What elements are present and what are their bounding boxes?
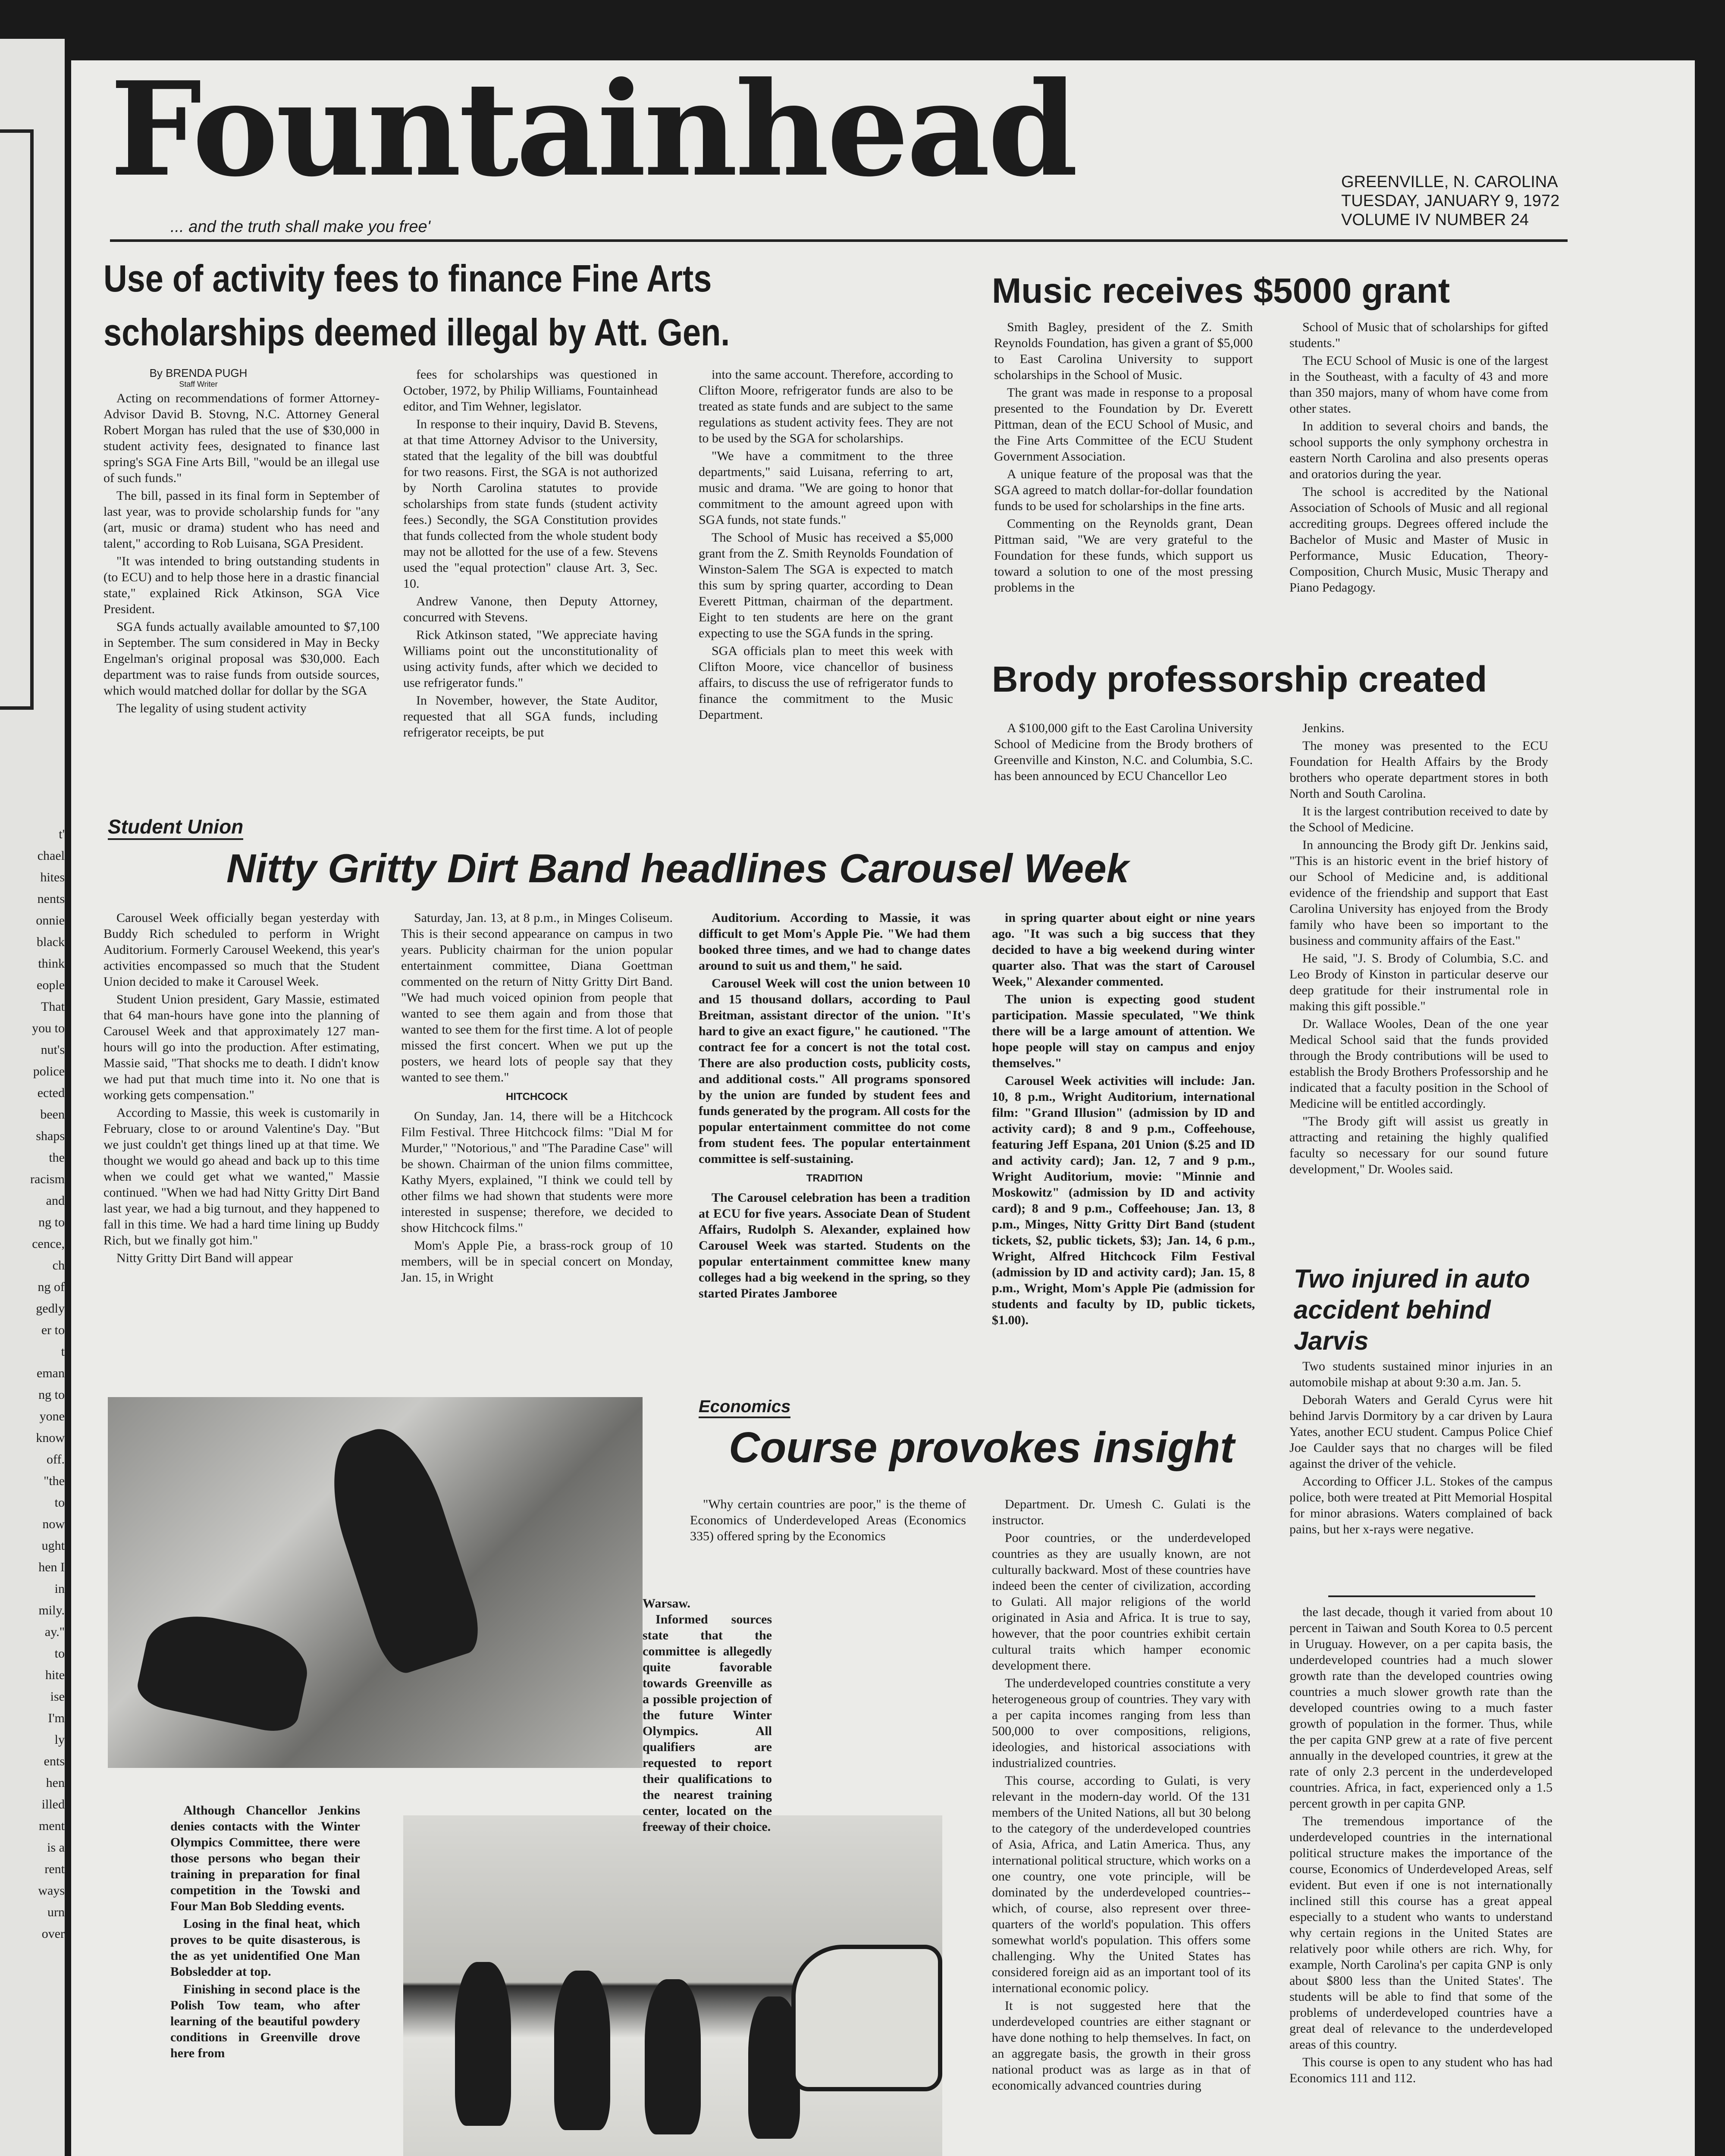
paragraph: SGA funds actually available amounted to $7,100 in September. The sum considered in May in Becky Engelman's original proposal was $30,000. Each department was to raise funds from outside sources, which would matched dollar for dollar by the SGA — [104, 620, 380, 698]
union-column-2b — [401, 1108, 673, 1285]
adjacent-page-word: now — [42, 1517, 65, 1531]
injured-end-rule — [1328, 1595, 1535, 1597]
photo-figure — [134, 1605, 315, 1736]
paragraph: A $100,000 gift to the East Carolina University School of Medicine from the Brody brothers of Greenville and Kinston, N.C. and Columbia, S.C. has been announced by ECU Chancellor Leo — [994, 721, 1253, 783]
paragraph: Mom's Apple Pie, a brass-rock group of 10 members, will be in special concert on Monday, Jan. 15, in Wright — [401, 1238, 673, 1285]
union-column-2 — [401, 910, 673, 1384]
adjacent-page-word: know — [36, 1431, 65, 1445]
paragraph: This course, according to Gulati, is very relevant in the modern-day world. Of the 131 members of the United Nations, all but 30 belong to the category of the underdeveloped countries of Asia, Africa, and Latin America. Thus, any international political structure, which works on a one country, one vote principle, will be dominated by the underdeveloped countries--which, of course, also represent over three-quarters of the world's population. This offers somewhat world's population. This offers some challenging. Why the United States has considered foreign aid as an important tool of its international economic policy. — [992, 1774, 1251, 1995]
adjacent-page-word: hite — [45, 1668, 65, 1682]
paragraph: Commenting on the Reynolds grant, Dean Pittman said, "We are very grateful to the Foundation for these funds, which support us toward a solution to one of the most pressing problems in the — [994, 517, 1253, 595]
dateline-volume: VOLUME IV NUMBER 24 — [1341, 211, 1529, 229]
paragraph: Student Union president, Gary Massie, estimated that 64 man-hours have gone into the planning of Carousel Week and that approximately 127 man-hours will go into the production. After estimating, Massie said, "That shocks me to death. I didn't know we had put that much time into it. No one that is working gets compensation." — [104, 992, 380, 1102]
paragraph: Carousel Week activities will include: Jan. 10, 8 p.m., Wright Auditorium, international film: "Grand Illusion" (admission by ID and activity card); 8 and 9 p.m., Coffeehouse, featuring Jeff Espana, 201 Union ($.25 and ID and activity card); Jan. 12, 7 and 9 p.m., Wright Auditorium, movie: "Minnie and Moskowitz" (admission by ID and activity card); 8 and 9 p.m., Coffeehouse; Jan. 13, 8 p.m., Minges, Nitty Gritty Dirt Band (student tickets, $2, public tickets, $3); Jan. 14, 6 p.m., Wright, Alfred Hitchcock Film Festival (admission by ID and activity card); Jan. 15, 8 p.m., Wright, Mom's Apple Pie (admission for students and faculty by ID, public tickets, $1.00). — [992, 1074, 1255, 1327]
adjacent-page-word: illed — [41, 1797, 65, 1811]
byline-name: By BRENDA PUGH — [149, 367, 248, 379]
paragraph: In November, however, the State Auditor, requested that all SGA funds, including refrigerator receipts, be put — [403, 693, 658, 740]
economics-column-2 — [992, 1496, 1251, 2156]
fees-headline-1: Use of activity fees to finance Fine Arts — [104, 257, 712, 300]
adjacent-page-word: hen — [46, 1776, 65, 1790]
adjacent-page-word: chael — [37, 849, 65, 863]
adjacent-page-word: black — [37, 935, 65, 949]
tow-team-photo — [403, 1815, 942, 2156]
paragraph: Rick Atkinson stated, "We appreciate having Williams point out the unconstitutionality of using activity funds, after which we decided to use refrigerator funds." — [403, 628, 658, 690]
adjacent-page-word: ay." — [44, 1625, 65, 1639]
music-headline: Music receives $5000 grant — [992, 271, 1450, 310]
paragraph: "Why certain countries are poor," is the theme of Economics of Underdeveloped Areas (Economics 335) offered spring by the Economics — [690, 1497, 966, 1543]
olympics-caption-1 — [643, 1595, 772, 1834]
union-kicker: Student Union — [108, 815, 243, 840]
photo-figure — [645, 1979, 701, 2134]
adjacent-page-strip — [0, 39, 65, 2156]
paragraph: This course is open to any student who has had Economics 111 and 112. — [1289, 2055, 1552, 2085]
masthead-tagline: ... and the truth shall make you free' — [170, 218, 430, 236]
adjacent-page-box — [0, 129, 34, 710]
photo-car — [791, 1945, 942, 2091]
paragraph: Smith Bagley, president of the Z. Smith Reynolds Foundation, has given a grant of $5,000 to East Carolina University to support scholarships in the School of Music. — [994, 320, 1253, 382]
adjacent-page-word: off. — [47, 1452, 65, 1467]
adjacent-page-word: ents — [44, 1754, 65, 1768]
fees-column-1 — [104, 390, 380, 802]
dateline — [1341, 172, 1559, 229]
paragraph: The grant was made in response to a proposal presented to the Foundation by Dr. Everett Pittman, dean of the ECU School of Music, and the Fine Arts Committee of the ECU Student Government Association. — [994, 385, 1253, 464]
paragraph: in spring quarter about eight or nine years ago. "It was such a big success that they decided to have a big weekend during winter quarter also. That was the start of Carousel Week," Alexander commented. — [992, 911, 1255, 989]
adjacent-page-word: mily. — [38, 1603, 65, 1617]
photo-figure — [554, 1971, 610, 2130]
brody-column-1 — [994, 720, 1253, 802]
paragraph: It is not suggested here that the underdeveloped countries are either stagnant or have done nothing to help themselves. In fact, on an aggregate basis, the growth in their gross national product was as large as in that of economically advanced countries during — [992, 1999, 1251, 2093]
adjacent-page-word: I'm — [48, 1711, 65, 1725]
brody-column-2 — [1289, 720, 1548, 1242]
fees-headline-2: scholarships deemed illegal by Att. Gen. — [104, 311, 730, 354]
paragraph: The ECU School of Music is one of the largest in the Southeast, with a faculty of 43 and more than 350 majors, many of whom have come from other states. — [1289, 354, 1548, 416]
paragraph: "We have a commitment to the three departments," said Luisana, referring to art, music and drama. "We are going to honor that commitment to the amount agreed upon with SGA funds, not state funds." — [699, 449, 953, 527]
paragraph: SGA officials plan to meet this week with Clifton Moore, vice chancellor of business affairs, to discuss the use of refrigerator funds to finance the commitment to the Music Department. — [699, 644, 953, 722]
paragraph: Informed sources state that the committee is allegedly quite favorable towards Greenville as a possible projection of the future Winter Olympics. All qualifiers are requested to report their qualifications to the nearest training center, located on the freeway of their choice. — [643, 1612, 772, 1834]
adjacent-page-word: been — [40, 1107, 65, 1122]
olympics-caption-1-body — [643, 1611, 772, 1835]
paragraph: Jenkins. — [1302, 721, 1345, 735]
adjacent-page-text — [0, 824, 65, 1945]
brody-headline: Brody professorship created — [992, 659, 1487, 699]
union-column-3 — [699, 910, 970, 1363]
adjacent-page-word: ment — [39, 1819, 65, 1833]
paragraph: The tremendous importance of the underdeveloped countries in the international political structure makes the importance of the course, Economics of Underdeveloped Areas, self evident. But even if one is not internationally inclined still this course has a great appeal especially to a student who wants to understand why certain regions in the United States are relatively poor while others are rich. Why, for example, North Carolina's per capita GNP is only about $800 less than the United States'. The students will be able to find that some of the problems of underdeveloped countries have a great deal of relevance to the underdeveloped areas of this country. — [1289, 1814, 1552, 2052]
adjacent-page-word: ected — [37, 1086, 65, 1100]
injured-headline: Two injured in auto accident behind Jarvis — [1294, 1264, 1530, 1355]
union-column-4 — [992, 910, 1255, 1363]
paragraph: Acting on recommendations of former Attorney-Advisor David B. Stovng, N.C. Attorney General Robert Morgan has ruled that the use of $30,000 in student activity fees, designated to finance last spring's SGA Fine Arts Bill, "would be an illegal use of such funds." — [104, 391, 380, 485]
union-column-2a — [401, 910, 673, 1085]
paragraph: The Carousel celebration has been a tradition at ECU for five years. Associate Dean of Student Affairs, Rudolph S. Alexander, explained how Carousel Week was started. Students on the popular entertainment committee knew many colleges had a big weekend in the spring, so they started Pirates Jamboree — [699, 1191, 970, 1300]
union-column-3b — [699, 1190, 970, 1301]
adjacent-page-word: ways — [38, 1883, 65, 1898]
adjacent-page-word: cence, — [32, 1237, 65, 1251]
adjacent-page-word: police — [33, 1064, 65, 1078]
olympics-intro: Warsaw. — [643, 1596, 690, 1611]
adjacent-page-word: gedly — [36, 1301, 65, 1316]
adjacent-page-word: rent — [44, 1862, 65, 1876]
music-column-1 — [994, 319, 1253, 638]
adjacent-page-word: you to — [32, 1021, 65, 1035]
paragraph: Carousel Week officially began yesterday with Buddy Rich scheduled to perform in Wright Auditorium. Formerly Carousel Weekend, this year's activities encompassed so much that the Student Union decided to make it Carousel Week. — [104, 911, 380, 989]
adjacent-page-word: the — [49, 1150, 65, 1165]
dateline-place: GREENVILLE, N. CAROLINA — [1341, 173, 1558, 191]
adjacent-page-word: er to — [41, 1323, 65, 1337]
paragraph: Finishing in second place is the Polish Tow team, who after learning of the beautiful powdery conditions in Greenville drove here from — [170, 1982, 360, 2060]
adjacent-page-word: think — [38, 956, 65, 971]
paragraph: Deborah Waters and Gerald Cyrus were hit behind Jarvis Dormitory by a car driven by Laura Yates, another ECU student. Campus Police Chief Joe Caulder says that no charges will be filed against the driver of the vehicle. — [1289, 1393, 1552, 1471]
adjacent-page-word: shaps — [36, 1129, 65, 1143]
paragraph: In response to their inquiry, David B. Stevens, at that time Attorney Advisor to the University, stated that the legality of the bill was doubtful for two reasons. First, the SGA is not authorized by North Carolina statutes to provide scholarships from state funds (student activity fees.) Secondly, the SGA Constitution provides that funds collected from the whole student body may not be allotted for the use of a few. Stevens used the "equal protection" clause Art. 3, Sec. 10. — [403, 417, 658, 591]
union-headline: Nitty Gritty Dirt Band headlines Carousel Week — [226, 846, 1129, 891]
tradition-subhead: TRADITION — [806, 1172, 863, 1184]
paragraph: In announcing the Brody gift Dr. Jenkins said, "This is an historic event in the brief history of our School of Medicine and, is additional evidence of the friendship and support that East Carolina University has enjoyed from the Brody family who have been so important to the business and community affairs of the East." — [1289, 838, 1548, 948]
paragraph: The school is accredited by the National Association of Schools of Music and all regional accrediting groups. Degrees offered include the Bachelor of Music and Master of Music in Performance, Music Education, Theory-Composition, Church Music, Music Therapy and Piano Pedagogy. — [1289, 485, 1548, 595]
paragraph: Losing in the final heat, which proves to be quite disasterous, is the as yet unidentified One Man Bobsledder at top. — [170, 1917, 360, 1979]
paragraph: A unique feature of the proposal was that the SGA agreed to match dollar-for-dollar foundation funds to be used for scholarships in the fine arts. — [994, 467, 1253, 513]
paragraph: It is the largest contribution received to date by the School of Medicine. — [1289, 804, 1548, 834]
dateline-date: TUESDAY, JANUARY 9, 1972 — [1341, 192, 1560, 210]
adjacent-page-word: hen I — [38, 1560, 65, 1574]
union-column-3a — [699, 910, 970, 1167]
adjacent-page-word: ly — [54, 1733, 65, 1747]
adjacent-page-word: to — [54, 1646, 65, 1661]
adjacent-page-word: ch — [52, 1258, 65, 1272]
adjacent-page-word: nut's — [41, 1043, 65, 1057]
adjacent-page-word: over — [41, 1927, 65, 1941]
paragraph: Dr. Wallace Wooles, Dean of the one year Medical School said that the funds provided through the Brody contributions will be used to establish the Brody Brothers Professorship and he indicated that a faculty position in the School of Medicine will be entitled accordingly. — [1289, 1017, 1548, 1111]
paragraph: Andrew Vanone, then Deputy Attorney, concurred with Stevens. — [403, 594, 658, 624]
paragraph: On Sunday, Jan. 14, there will be a Hitchcock Film Festival. Three Hitchcock films: "Dial M for Murder," "Notorious," and "The Paradine Case" will be shown. Chairman of the union films committee, Kathy Myers, explained, "I think we could tell by other films we had shown that students were more interested in suspense; therefore, we decided to show Hitchcock films." — [401, 1109, 673, 1235]
paragraph: Two students sustained minor injuries in an automobile mishap at about 9:30 a.m. Jan. 5. — [1289, 1359, 1552, 1389]
paragraph: Poor countries, or the underdeveloped countries as they are usually known, are not culturally backward. Most of these countries have indeed been the center of civilization, according to Gulati. All major religions of the world originated in Asia and Africa. It is true to say, however, that the poor countries exhibit certain cultural traits which hamper economic development there. — [992, 1531, 1251, 1673]
fees-byline — [112, 367, 285, 389]
adjacent-page-word: yone — [39, 1409, 65, 1423]
sledding-photo — [108, 1397, 643, 1768]
paragraph: Nitty Gritty Dirt Band will appear — [116, 1251, 293, 1265]
paragraph: "It was intended to bring outstanding students in (to ECU) and to help those here in a drastic financial state," explained Rick Atkinson, SGA Vice President. — [104, 554, 380, 616]
adjacent-page-word: "the — [44, 1474, 65, 1488]
masthead-title: Fountainhead — [110, 53, 1076, 205]
adjacent-page-word: nents — [37, 892, 65, 906]
paragraph: The School of Music has received a $5,000 grant from the Z. Smith Reynolds Foundation of Winston-Salem The SGA is expected to match this sum by spring quarter, according to Dean Everett Pittman, chairman of the department. Eight to ten students are here on the grant expecting to use the SGA funds in the spring. — [699, 530, 953, 640]
paragraph: Carousel Week will cost the union between 10 and 15 thousand dollars, according to Paul Breitman, assistant director of the union. "It's hard to give an exact figure," he cautioned. "The contract fee for a concert is not the total cost. There are also production costs, publicity costs, and additional costs." All programs sponsored by the union are funded by student fees and funds generated by the program. All costs for the popular entertainment committee do not come from student fees. The popular entertainment committee is self-sustaining. — [699, 976, 970, 1166]
adjacent-page-word: ught — [41, 1539, 65, 1553]
economics-kicker: Economics — [699, 1397, 790, 1418]
adjacent-page-word: racism — [30, 1172, 65, 1186]
adjacent-page-word: urn — [47, 1905, 65, 1919]
economics-column-1 — [690, 1496, 966, 1583]
adjacent-page-word: ng to — [38, 1215, 65, 1229]
economics-column-3 — [1289, 1604, 1552, 2156]
adjacent-page-word: ng of — [38, 1280, 65, 1294]
photo-figure — [455, 1962, 511, 2126]
adjacent-page-word: ise — [50, 1689, 65, 1704]
music-column-2 — [1289, 319, 1548, 638]
adjacent-page-word: to — [54, 1495, 65, 1510]
adjacent-page-word: t — [61, 1344, 65, 1359]
byline-role: Staff Writer — [179, 380, 218, 389]
paragraph: "The Brody gift will assist us greatly in attracting and retaining the highly qualified faculty so necessary for our sound future development," Dr. Wooles said. — [1289, 1114, 1548, 1176]
paragraph: In addition to several choirs and bands, the school supports the only symphony orchestra in eastern North Carolina and also presents operas and oratorios during the year. — [1289, 419, 1548, 481]
adjacent-page-word: onnie — [36, 913, 65, 928]
paragraph: The bill, passed in its final form in September of last year, was to provide scholarship funds for "any (art, music or drama) student who has need and talent," according to Rob Luisana, SGA President. — [104, 489, 380, 551]
adjacent-page-word: hites — [40, 870, 65, 884]
paragraph: The legality of using student activity — [116, 701, 307, 715]
adjacent-page-word: in — [54, 1582, 65, 1596]
paragraph: Saturday, Jan. 13, at 8 p.m., in Minges Coliseum. This is their second appearance on campus in two years. Publicity chairman for the union popular entertainment committee, Diana Goettman commented on the return of Nitty Gritty Dirt Band. "We had much voiced opinion from people that wanted to see them again and from those that wanted to see them for the first time. A lot of people missed the first concert. When we put up the posters, we heard lots of people say that they wanted to see them." — [401, 911, 673, 1084]
olympics-caption-2 — [170, 1802, 360, 2156]
masthead-rule — [110, 239, 1568, 242]
fees-column-2 — [403, 367, 658, 802]
adjacent-page-word: is a — [47, 1840, 65, 1855]
adjacent-page-word: ng to — [38, 1388, 65, 1402]
adjacent-page-word: t' — [59, 827, 65, 841]
paragraph: Department. Dr. Umesh C. Gulati is the instructor. — [992, 1497, 1251, 1527]
paragraph: the last decade, though it varied from about 10 percent in Taiwan and South Korea to 0.5 percent in Uruguay. However, on a per capita basis, the underdeveloped countries had a much slower growth rate than the developed countries owing countries a much slower growth rate than the developed countries owing to a much faster growth of population in the former. Thus, while the per capita GNP grew at a rate of five percent annually in the developed countries, it grew at the rate of only 2.3 percent in the underdeveloped countries. Africa, in fact, experienced only a 1.5 percent growth in per capita GNP. — [1289, 1605, 1552, 1811]
adjacent-page-word: That — [41, 1000, 65, 1014]
injured-column — [1289, 1358, 1552, 1583]
economics-headline: Course provokes insight — [729, 1423, 1235, 1472]
adjacent-page-word: and — [46, 1194, 65, 1208]
paragraph: Auditorium. According to Massie, it was difficult to get Mom's Apple Pie. "We had them booked three times, and we had to change dates around to suit us and them," he said. — [699, 911, 970, 973]
paragraph: The underdeveloped countries constitute a very heterogeneous group of countries. They vary with a per capita incomes ranging from less than 500,000 to over compositions, religions, ideologies, and historical associations with industrialized countries. — [992, 1676, 1251, 1770]
paragraph: fees for scholarships was questioned in October, 1972, by Philip Williams, Fountainhead editor, and Tim Wehner, legislator. — [403, 367, 658, 414]
hitchcock-subhead: HITCHCOCK — [506, 1091, 568, 1103]
paragraph: School of Music that of scholarships for gifted students." — [1289, 320, 1548, 350]
paragraph: into the same account. Therefore, according to Clifton Moore, refrigerator funds are also to be treated as state funds and are subject to the same regulations as student activity fees. They are not to be used by the SGA for scholarships. — [699, 367, 953, 445]
photo-figure — [314, 1417, 487, 1679]
paragraph: He said, "J. S. Brody of Columbia, S.C. and Leo Brody of Kinston in particular deserve our deep gratitude for their instrumental role in making this gift possible." — [1289, 951, 1548, 1013]
union-column-1 — [104, 910, 380, 1358]
paragraph: The money was presented to the ECU Foundation for Health Affairs by the Brody brothers who operate department stores in both North and South Carolina. — [1289, 739, 1548, 801]
adjacent-page-word: eople — [37, 978, 65, 992]
fees-column-3 — [699, 367, 953, 802]
paragraph: According to Massie, this week is customarily in February, close to or around Valentine's Day. "But we just couldn't get things lined up at that time. We thought we would go ahead and back up to this time when we could get what we wanted," Massie continued. "When we had had Nitty Gritty Dirt Band last year, we had a big turnout, and they happened to fall in this time. We had a hard time lining up Buddy Rich, but we finally got him." — [104, 1106, 380, 1247]
adjacent-page-word: eman — [37, 1366, 65, 1380]
paragraph: Although Chancellor Jenkins denies contacts with the Winter Olympics Committee, there were those persons who began their training in preparation for final competition in the Towski and Four Man Bob Sledding events. — [170, 1803, 360, 1913]
paragraph: According to Officer J.L. Stokes of the campus police, both were treated at Pitt Memorial Hospital for minor abrasions. Waters complained of back pains, but her x-rays were negative. — [1289, 1474, 1552, 1536]
paragraph: The union is expecting good student participation. Massie speculated, "We think there will be a large amount of attention. We hope people will stay on campus and enjoy themselves." — [992, 992, 1255, 1070]
